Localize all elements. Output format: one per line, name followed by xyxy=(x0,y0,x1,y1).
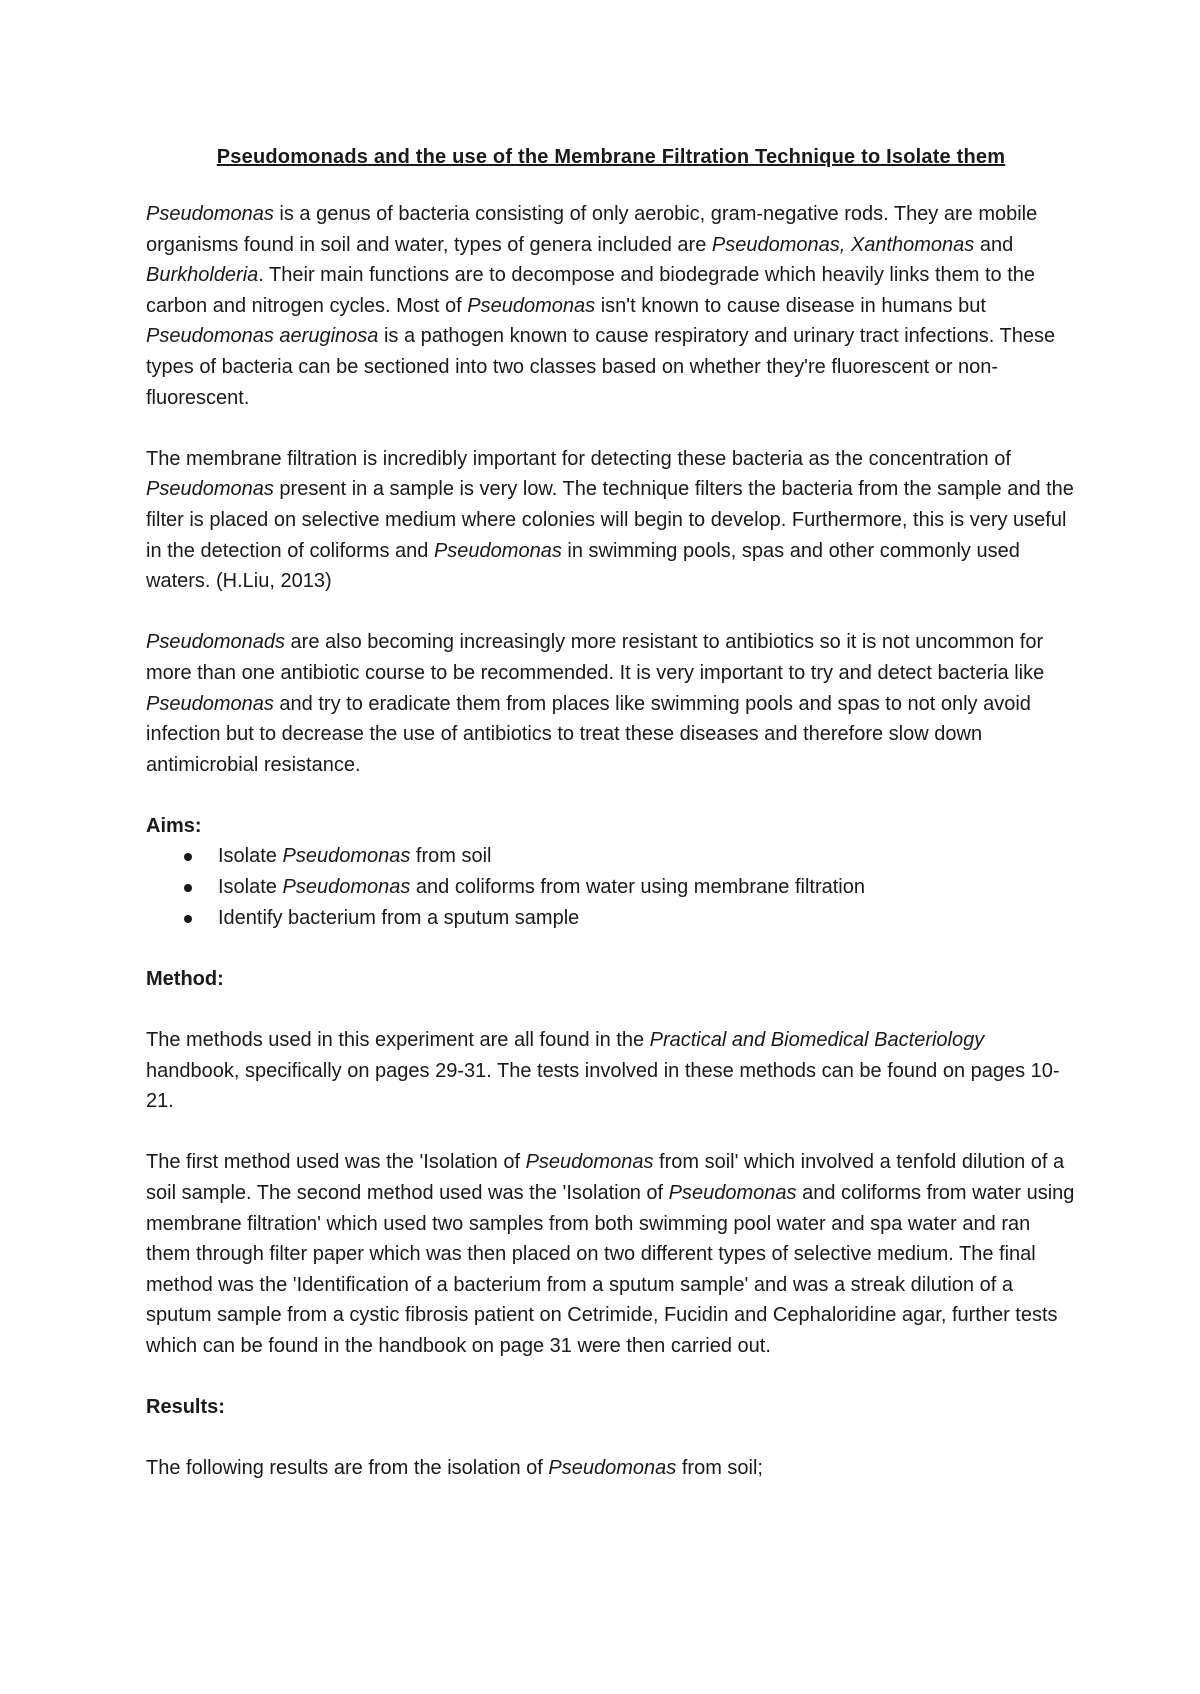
aims-list-item: Isolate Pseudomonas and coliforms from water using membrane filtration xyxy=(146,872,1076,903)
results-heading: Results: xyxy=(146,1396,225,1419)
bullet-icon xyxy=(184,853,192,861)
aims-list-item: Identify bacterium from a sputum sample xyxy=(146,903,1076,934)
aims-list xyxy=(146,841,1076,933)
document-page xyxy=(146,146,1076,1515)
method-description-paragraph: The first method used was the 'Isolation of Pseudomonas from soil' which involved a tenfold dilution of a soil sample. The second method used was the 'Isolation of Pseudomonas and coliforms from water using membrane filtration' which used two samples from both swimming pool water and spa water and ran them through filter paper which was then placed on two different types of selective medium. The final method was the 'Identification of a bacterium from a sputum sample' and was a streak dilution of a sputum sample from a cystic fibrosis patient on Cetrimide, Fucidin and Cephaloridine agar, further tests which can be found in the handbook on page 31 were then carried out. xyxy=(146,1151,1075,1357)
bullet-icon xyxy=(184,915,192,923)
bullet-icon xyxy=(184,884,192,892)
aims-heading: Aims: xyxy=(146,814,202,837)
method-sources-paragraph: The methods used in this experiment are all found in the Practical and Biomedical Bacteriology handbook, specifically on pages 29-31. The tests involved in these methods can be found on pages 10-21. xyxy=(146,1029,1060,1113)
membrane-filtration-paragraph: The membrane filtration is incredibly important for detecting these bacteria as the concentration of Pseudomonas present in a sample is very low. The technique filters the bacteria from the sample and the filter is placed on selective medium where colonies will begin to develop. Furthermore, this is very useful in the detection of coliforms and Pseudomonas in swimming pools, spas and other commonly used waters. (H.Liu, 2013) xyxy=(146,447,1074,593)
intro-paragraph: Pseudomonas is a genus of bacteria consisting of only aerobic, gram-negative rods. They are mobile organisms found in soil and water, types of genera included are Pseudomonas, Xanthomonas and Burkholderia. Their main functions are to decompose and biodegrade which heavily links them to the carbon and nitrogen cycles. Most of Pseudomonas isn't known to cause disease in humans but Pseudomonas aeruginosa is a pathogen known to cause respiratory and urinary tract infections. These types of bacteria can be sectioned into two classes based on whether they're fluorescent or non-fluorescent. xyxy=(146,203,1056,409)
method-heading: Method: xyxy=(146,967,224,990)
document-title: Pseudomonads and the use of the Membrane Filtration Technique to Isolate them xyxy=(216,146,1006,168)
antibiotic-resistance-paragraph: Pseudomonads are also becoming increasingly more resistant to antibiotics so it is not uncommon for more than one antibiotic course to be recommended. It is very important to try and detect bacteria like Pseudomonas and try to eradicate them from places like swimming pools and spas to not only avoid infection but to decrease the use of antibiotics to treat these diseases and therefore slow down antimicrobial resistance. xyxy=(146,631,1045,776)
aims-list-item: Isolate Pseudomonas from soil xyxy=(146,841,1076,872)
results-intro-paragraph: The following results are from the isolation of Pseudomonas from soil; xyxy=(146,1457,763,1480)
